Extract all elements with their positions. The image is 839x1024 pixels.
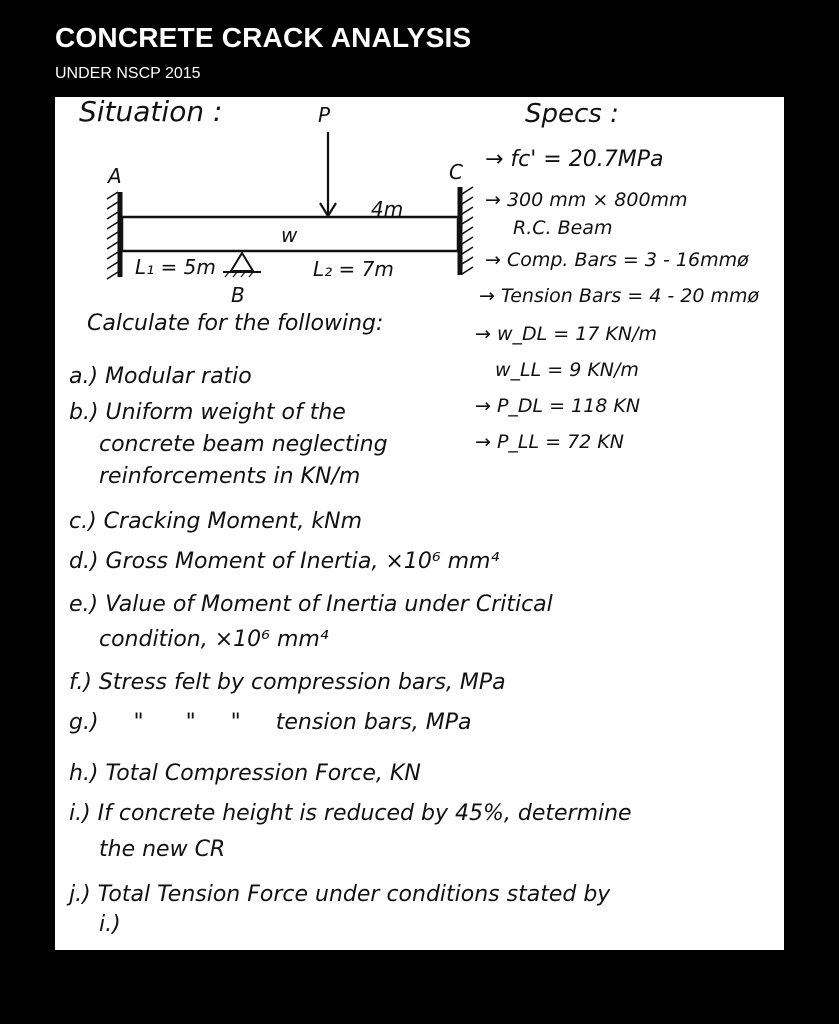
spec-item: → Tension Bars = 4 - 20 mmø xyxy=(479,285,760,307)
support-label-b: B xyxy=(231,283,245,307)
spec-item: → P_LL = 72 KN xyxy=(475,431,624,453)
question-item: i.) xyxy=(99,912,121,937)
question-item: i.) If concrete height is reduced by 45%, determine xyxy=(69,801,632,826)
point-load-arrow xyxy=(320,132,336,216)
question-item: reinforcements in KN/m xyxy=(99,464,361,489)
span-label-l1: L₁ = 5m xyxy=(135,255,216,279)
calculate-intro: Calculate for the following: xyxy=(87,311,384,336)
spec-item: → P_DL = 118 KN xyxy=(475,395,641,417)
load-label-w: w xyxy=(281,223,298,247)
spec-item: → w_DL = 17 KN/m xyxy=(475,323,658,345)
handwritten-note xyxy=(55,97,784,950)
spec-item: → Comp. Bars = 3 - 16mmø xyxy=(485,249,749,271)
pin-support-b xyxy=(223,253,261,277)
spec-item: → fc' = 20.7MPa xyxy=(485,147,664,172)
question-item: e.) Value of Moment of Inertia under Critical xyxy=(69,592,553,617)
specs-label: Specs : xyxy=(525,99,619,129)
fixed-support-c xyxy=(460,187,473,275)
support-label-c: C xyxy=(449,160,463,184)
question-item: a.) Modular ratio xyxy=(69,364,252,389)
page-subtitle: UNDER NSCP 2015 xyxy=(55,65,201,82)
question-item: j.) Total Tension Force under conditions stated by xyxy=(69,882,611,907)
question-item: f.) Stress felt by compression bars, MPa xyxy=(69,670,506,695)
question-item: g.) " " " tension bars, MPa xyxy=(69,710,472,735)
spec-item: w_LL = 9 KN/m xyxy=(495,359,639,381)
question-item: d.) Gross Moment of Inertia, ×10⁶ mm⁴ xyxy=(69,549,500,574)
question-item: h.) Total Compression Force, KN xyxy=(69,761,421,786)
spec-item: → 300 mm × 800mm xyxy=(485,189,688,211)
page-title: CONCRETE CRACK ANALYSIS xyxy=(55,22,472,53)
fixed-support-a xyxy=(107,192,120,279)
question-item: concrete beam neglecting xyxy=(99,432,388,457)
question-item: c.) Cracking Moment, kNm xyxy=(69,509,362,534)
span-label-l2: L₂ = 7m xyxy=(313,257,394,281)
question-item: condition, ×10⁶ mm⁴ xyxy=(99,627,329,652)
distance-label: 4m xyxy=(371,197,404,221)
spec-item: R.C. Beam xyxy=(513,217,613,239)
support-label-a: A xyxy=(108,164,122,188)
situation-label: Situation : xyxy=(79,95,223,128)
question-item: the new CR xyxy=(99,837,226,862)
question-item: b.) Uniform weight of the xyxy=(69,400,346,425)
load-label-p: P xyxy=(318,103,331,127)
